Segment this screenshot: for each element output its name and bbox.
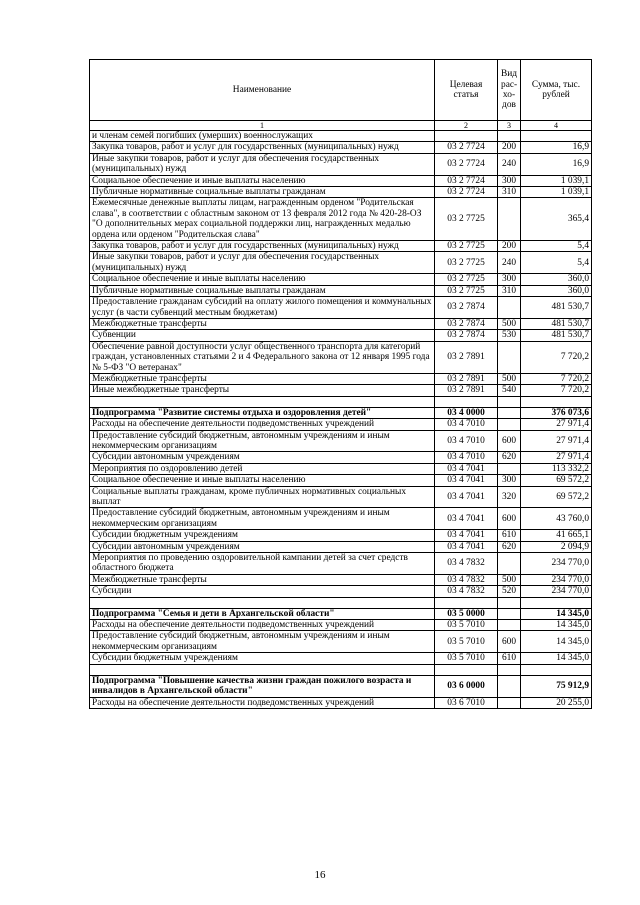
type-cell: 300 (498, 175, 521, 186)
name-cell: Подпрограмма "Развитие системы отдыха и оздоровления детей" (90, 407, 435, 418)
code-cell (435, 396, 498, 407)
table-row (90, 341, 592, 373)
name-cell: Социальное обеспечение и иные выплаты населению (90, 475, 435, 486)
code-cell: 03 4 7010 (435, 452, 498, 463)
name-cell: Субсидии автономным учреждениям (90, 452, 435, 463)
code-cell: 03 2 7724 (435, 142, 498, 153)
table-body (90, 131, 592, 709)
table-row (90, 430, 592, 452)
column-number: 2 (435, 121, 498, 131)
code-cell: 03 2 7891 (435, 341, 498, 373)
type-cell (498, 463, 521, 474)
name-cell: Расходы на обеспечение деятельности подведомственных учреждений (90, 419, 435, 430)
code-cell: 03 2 7874 (435, 297, 498, 319)
column-number-row (90, 121, 592, 131)
table-row (90, 574, 592, 585)
type-cell: 300 (498, 274, 521, 285)
table-row (90, 318, 592, 329)
sum-cell: 16,9 (521, 153, 592, 175)
table-row (90, 463, 592, 474)
table-row (90, 653, 592, 664)
column-number: 1 (90, 121, 435, 131)
name-cell: Мероприятия по оздоровлению детей (90, 463, 435, 474)
table-row (90, 241, 592, 252)
type-cell (498, 297, 521, 319)
code-cell: 03 2 7725 (435, 285, 498, 296)
table-row (90, 452, 592, 463)
name-cell: Субсидии автономным учреждениям (90, 541, 435, 552)
name-cell: Расходы на обеспечение деятельности подведомственных учреждений (90, 697, 435, 708)
type-cell: 600 (498, 631, 521, 653)
code-cell: 03 4 7041 (435, 530, 498, 541)
table-row (90, 697, 592, 708)
type-cell: 500 (498, 373, 521, 384)
code-cell: 03 2 7725 (435, 274, 498, 285)
sum-cell: 14 345,0 (521, 631, 592, 653)
name-cell: Социальное обеспечение и иные выплаты населению (90, 175, 435, 186)
code-cell: 03 4 7832 (435, 586, 498, 597)
sum-cell: 5,4 (521, 241, 592, 252)
type-cell: 620 (498, 541, 521, 552)
type-cell: 610 (498, 530, 521, 541)
code-cell: 03 2 7874 (435, 318, 498, 329)
type-cell: 240 (498, 153, 521, 175)
table-row (90, 274, 592, 285)
sum-cell: 69 572,2 (521, 486, 592, 508)
code-cell: 03 2 7725 (435, 241, 498, 252)
code-cell: 03 4 7041 (435, 475, 498, 486)
code-cell: 03 6 7010 (435, 697, 498, 708)
sum-cell (521, 131, 592, 142)
code-cell: 03 2 7725 (435, 252, 498, 274)
table-row (90, 631, 592, 653)
type-cell (498, 675, 521, 697)
sum-cell: 365,4 (521, 198, 592, 241)
sum-cell: 43 760,0 (521, 508, 592, 530)
type-cell (498, 396, 521, 407)
table-row (90, 586, 592, 597)
code-cell: 03 2 7891 (435, 373, 498, 384)
table-row (90, 175, 592, 186)
sum-cell: 2 094,9 (521, 541, 592, 552)
name-cell: Подпрограмма "Повышение качества жизни граждан пожилого возраста и инвалидов в Архангельской области" (90, 675, 435, 697)
sum-cell: 1 039,1 (521, 175, 592, 186)
code-cell (435, 131, 498, 142)
sum-cell: 14 345,0 (521, 608, 592, 619)
sum-cell: 481 530,7 (521, 330, 592, 341)
sum-cell: 376 073,6 (521, 407, 592, 418)
type-cell: 540 (498, 385, 521, 396)
table-row (90, 142, 592, 153)
sum-cell: 20 255,0 (521, 697, 592, 708)
code-cell: 03 4 7832 (435, 574, 498, 585)
name-cell (90, 396, 435, 407)
table-row (90, 252, 592, 274)
name-cell: Субсидии (90, 586, 435, 597)
code-cell: 03 5 7010 (435, 653, 498, 664)
name-cell: Предоставление гражданам субсидий на оплату жилого помещения и коммунальных услуг (в части субвенций местным бюджетам) (90, 297, 435, 319)
code-cell: 03 4 7041 (435, 486, 498, 508)
name-cell: Субвенции (90, 330, 435, 341)
sum-cell: 75 912,9 (521, 675, 592, 697)
table-row (90, 530, 592, 541)
type-cell (498, 419, 521, 430)
sum-cell: 234 770,0 (521, 586, 592, 597)
name-cell: Предоставление субсидий бюджетным, автономным учреждениям и иным некоммерческим организациям (90, 631, 435, 653)
name-cell: Субсидии бюджетным учреждениям (90, 653, 435, 664)
name-cell: Закупка товаров, работ и услуг для государственных (муниципальных) нужд (90, 241, 435, 252)
type-cell (498, 697, 521, 708)
name-cell: Публичные нормативные социальные выплаты гражданам (90, 285, 435, 296)
sum-cell: 113 332,2 (521, 463, 592, 474)
code-cell: 03 4 7010 (435, 419, 498, 430)
header-name: Наименование (90, 60, 435, 121)
column-number: 4 (521, 121, 592, 131)
name-cell: Межбюджетные трансферты (90, 574, 435, 585)
budget-table (89, 59, 592, 709)
type-cell: 520 (498, 586, 521, 597)
table-row (90, 475, 592, 486)
sum-cell: 7 720,2 (521, 373, 592, 384)
name-cell: Иные закупки товаров, работ и услуг для обеспечения государственных (муниципальных) нужд (90, 153, 435, 175)
column-number: 3 (498, 121, 521, 131)
header-code: Целевая статья (435, 60, 498, 121)
table-row (90, 553, 592, 575)
name-cell: Иные межбюджетные трансферты (90, 385, 435, 396)
sum-cell (521, 597, 592, 608)
sum-cell: 14 345,0 (521, 653, 592, 664)
sum-cell: 234 770,0 (521, 553, 592, 575)
type-cell (498, 553, 521, 575)
type-cell: 310 (498, 187, 521, 198)
code-cell: 03 2 7725 (435, 198, 498, 241)
sum-cell: 41 665,1 (521, 530, 592, 541)
type-cell: 320 (498, 486, 521, 508)
code-cell: 03 5 7010 (435, 620, 498, 631)
type-cell: 200 (498, 241, 521, 252)
type-cell: 500 (498, 318, 521, 329)
type-cell: 600 (498, 508, 521, 530)
name-cell: Ежемесячные денежные выплаты лицам, награжденным орденом "Родительская слава", в соответствии с областным законом от 13 февраля 2012 года № 420-28-ОЗ "О дополнительных мерах социальной поддержки лиц, награжденных медалью ордена или орденом "Родительская слава" (90, 198, 435, 241)
name-cell: Предоставление субсидий бюджетным, автономным учреждениям и иным некоммерческим организациям (90, 508, 435, 530)
name-cell: Социальные выплаты гражданам, кроме публичных нормативных социальных выплат (90, 486, 435, 508)
type-cell: 310 (498, 285, 521, 296)
header-type: Вид рас-хо-дов (498, 60, 521, 121)
type-cell: 620 (498, 452, 521, 463)
table-row (90, 620, 592, 631)
code-cell: 03 4 7041 (435, 508, 498, 530)
sum-cell: 27 971,4 (521, 430, 592, 452)
type-cell (498, 620, 521, 631)
name-cell: Социальное обеспечение и иные выплаты населению (90, 274, 435, 285)
code-cell: 03 2 7724 (435, 187, 498, 198)
code-cell: 03 2 7891 (435, 385, 498, 396)
name-cell (90, 664, 435, 675)
code-cell: 03 4 7010 (435, 430, 498, 452)
table-row (90, 187, 592, 198)
table-row (90, 675, 592, 697)
table-row (90, 608, 592, 619)
type-cell (498, 131, 521, 142)
name-cell: Мероприятия по проведению оздоровительной кампании детей за счет средств областного бюджета (90, 553, 435, 575)
code-cell: 03 5 7010 (435, 631, 498, 653)
sum-cell: 5,4 (521, 252, 592, 274)
type-cell (498, 597, 521, 608)
name-cell: Межбюджетные трансферты (90, 373, 435, 384)
type-cell: 300 (498, 475, 521, 486)
table-row (90, 541, 592, 552)
sum-cell: 360,0 (521, 274, 592, 285)
table-row (90, 297, 592, 319)
name-cell (90, 597, 435, 608)
name-cell: Субсидии бюджетным учреждениям (90, 530, 435, 541)
name-cell: Закупка товаров, работ и услуг для государственных (муниципальных) нужд (90, 142, 435, 153)
type-cell (498, 341, 521, 373)
sum-cell: 481 530,7 (521, 297, 592, 319)
type-cell: 240 (498, 252, 521, 274)
code-cell: 03 2 7724 (435, 175, 498, 186)
name-cell: Межбюджетные трансферты (90, 318, 435, 329)
type-cell (498, 198, 521, 241)
name-cell: и членам семей погибших (умерших) военнослужащих (90, 131, 435, 142)
sum-cell: 481 530,7 (521, 318, 592, 329)
code-cell: 03 4 7041 (435, 541, 498, 552)
type-cell: 500 (498, 574, 521, 585)
code-cell (435, 597, 498, 608)
table-row (90, 198, 592, 241)
type-cell: 530 (498, 330, 521, 341)
table-row (90, 508, 592, 530)
sum-cell: 69 572,2 (521, 475, 592, 486)
code-cell: 03 4 7041 (435, 463, 498, 474)
table-row (90, 486, 592, 508)
sum-cell: 1 039,1 (521, 187, 592, 198)
name-cell: Иные закупки товаров, работ и услуг для обеспечения государственных (муниципальных) нужд (90, 252, 435, 274)
spacer-row (90, 396, 592, 407)
sum-cell: 27 971,4 (521, 419, 592, 430)
spacer-row (90, 597, 592, 608)
sum-cell (521, 664, 592, 675)
sum-cell: 27 971,4 (521, 452, 592, 463)
type-cell: 200 (498, 142, 521, 153)
type-cell: 610 (498, 653, 521, 664)
spacer-row (90, 664, 592, 675)
code-cell: 03 4 7832 (435, 553, 498, 575)
sum-cell: 360,0 (521, 285, 592, 296)
sum-cell: 16,9 (521, 142, 592, 153)
header-sum: Сумма, тыс. рублей (521, 60, 592, 121)
table-row (90, 419, 592, 430)
sum-cell: 14 345,0 (521, 620, 592, 631)
code-cell: 03 2 7874 (435, 330, 498, 341)
type-cell: 600 (498, 430, 521, 452)
table-row (90, 373, 592, 384)
table-row (90, 153, 592, 175)
code-cell: 03 5 0000 (435, 608, 498, 619)
type-cell (498, 608, 521, 619)
code-cell (435, 664, 498, 675)
table-row (90, 131, 592, 142)
code-cell: 03 4 0000 (435, 407, 498, 418)
sum-cell (521, 396, 592, 407)
name-cell: Подпрограмма "Семья и дети в Архангельской области" (90, 608, 435, 619)
type-cell (498, 664, 521, 675)
code-cell: 03 6 0000 (435, 675, 498, 697)
page-number: 16 (314, 869, 326, 881)
name-cell: Публичные нормативные социальные выплаты гражданам (90, 187, 435, 198)
table-row (90, 385, 592, 396)
sum-cell: 234 770,0 (521, 574, 592, 585)
table-header-row (90, 60, 592, 121)
table-row (90, 330, 592, 341)
sum-cell: 7 720,2 (521, 385, 592, 396)
name-cell: Обеспечение равной доступности услуг общественного транспорта для категорий граждан, установленных статьями 2 и 4 Федерального закона от 12 января 1995 года № 5-ФЗ "О ветеранах" (90, 341, 435, 373)
name-cell: Расходы на обеспечение деятельности подведомственных учреждений (90, 620, 435, 631)
table-row (90, 285, 592, 296)
sum-cell: 7 720,2 (521, 341, 592, 373)
code-cell: 03 2 7724 (435, 153, 498, 175)
type-cell (498, 407, 521, 418)
table-row (90, 407, 592, 418)
name-cell: Предоставление субсидий бюджетным, автономным учреждениям и иным некоммерческим организациям (90, 430, 435, 452)
